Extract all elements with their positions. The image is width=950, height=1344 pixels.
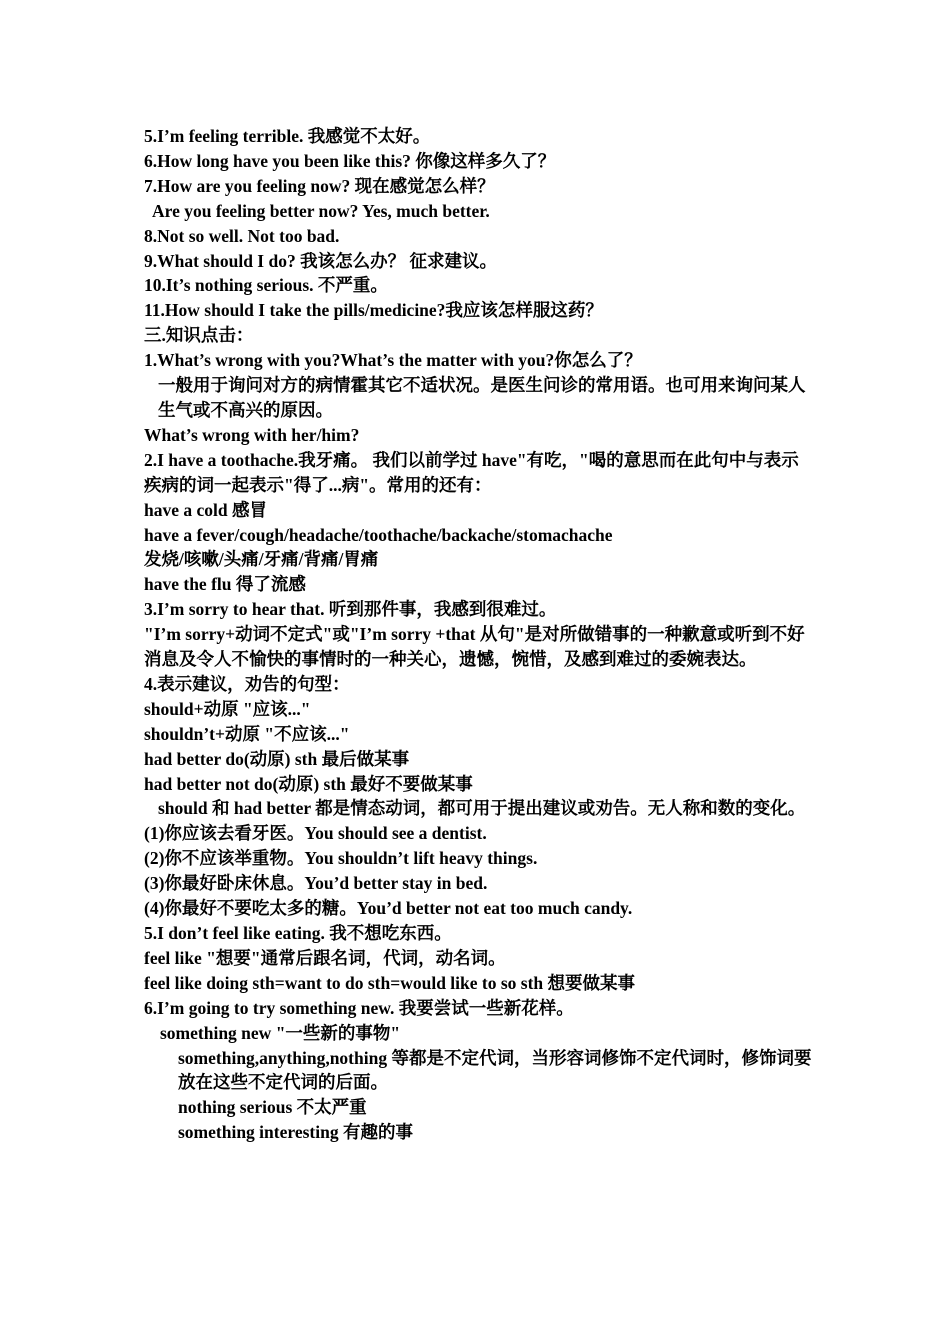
text-line: (4)你最好不要吃太多的糖。You’d better not eat too much candy. xyxy=(144,898,633,919)
text-line: What’s wrong with her/him? xyxy=(144,424,360,445)
text-line: nothing serious 不太严重 xyxy=(178,1097,367,1118)
text-line: 3.I’m sorry to hear that. 听到那件事，我感到很难过。 xyxy=(144,599,557,620)
text-line: should+动原 "应该..." xyxy=(144,698,311,719)
text-line: 7.How are you feeling now? 现在感觉怎么样？ xyxy=(144,175,495,196)
text-line: 6.I’m going to try something new. 我要尝试一些新花样。 xyxy=(144,997,574,1018)
text-line: shouldn’t+动原 "不应该..." xyxy=(144,723,350,744)
text-line: have the flu 得了流感 xyxy=(144,574,306,595)
text-line: 5.I’m feeling terrible. 我感觉不太好。 xyxy=(144,126,431,146)
text-paragraph: "I’m sorry+动词不定式"或"I’m sorry +that 从句"是对所做错事的一种歉意或听到不好消息及令人不愉快的事情时的一种关心，遗憾，惋惜，及感到难过的委婉表达。 xyxy=(144,624,805,670)
text-line: 11.How should I take the pills/medicine?我应该怎样服这药？ xyxy=(144,300,603,321)
text-line: something interesting 有趣的事 xyxy=(178,1122,413,1143)
text-line: 10.It’s nothing serious. 不严重。 xyxy=(144,275,388,296)
text-line: 5.I don’t feel like eating. 我不想吃东西。 xyxy=(144,923,452,943)
text-paragraph: should 和 had better 都是情态动词，都可用于提出建议或劝告。无人称和数的变化。 xyxy=(158,798,806,819)
text-line: feel like doing sth=want to do sth=would like to so sth 想要做某事 xyxy=(144,972,636,993)
text-line: 1.What’s wrong with you?What’s the matter with you?你怎么了？ xyxy=(144,350,642,371)
text-line: had better not do(动原) sth 最好不要做某事 xyxy=(144,773,473,794)
text-line: feel like "想要"通常后跟名词，代词，动名词。 xyxy=(144,947,506,968)
document-body xyxy=(144,124,812,1145)
text-line: 4.表示建议，劝告的句型： xyxy=(144,673,350,694)
text-line: something new "一些新的事物" xyxy=(160,1022,401,1043)
text-line: 8.Not so well. Not too bad. xyxy=(144,225,340,246)
text-paragraph: something,anything,nothing 等都是不定代词，当形容词修饰不定代词时，修饰词要放在这些不定代词的后面。 xyxy=(178,1047,812,1093)
text-line: (3)你最好卧床休息。You’d better stay in bed. xyxy=(144,873,488,894)
text-line: had better do(动原) sth 最后做某事 xyxy=(144,748,410,769)
text-paragraph: 一般用于询问对方的病情霍其它不适状况。是医生问诊的常用语。也可用来询问某人生气或不高兴的原因。 xyxy=(158,375,806,420)
section-heading: 三.知识点击： xyxy=(144,325,254,346)
text-line: have a fever/cough/headache/toothache/backache/stomachache xyxy=(144,524,613,545)
text-line: (2)你不应该举重物。You shouldn’t lift heavy things. xyxy=(144,848,538,869)
text-paragraph: 2.I have a toothache.我牙痛。 我们以前学过 have"有吃，"喝的意思而在此句中与表示疾病的词一起表示"得了...病"。常用的还有： xyxy=(144,449,799,495)
text-line: have a cold 感冒 xyxy=(144,499,267,520)
text-line: (1)你应该去看牙医。You should see a dentist. xyxy=(144,823,487,844)
text-line: 6.How long have you been like this? 你像这样多久了？ xyxy=(144,150,556,171)
text-line: 发烧/咳嗽/头痛/牙痛/背痛/胃痛 xyxy=(144,549,379,570)
text-line: 9.What should I do? 我该怎么办？ 征求建议。 xyxy=(144,250,497,271)
text-line: Are you feeling better now? Yes, much better. xyxy=(152,200,490,221)
